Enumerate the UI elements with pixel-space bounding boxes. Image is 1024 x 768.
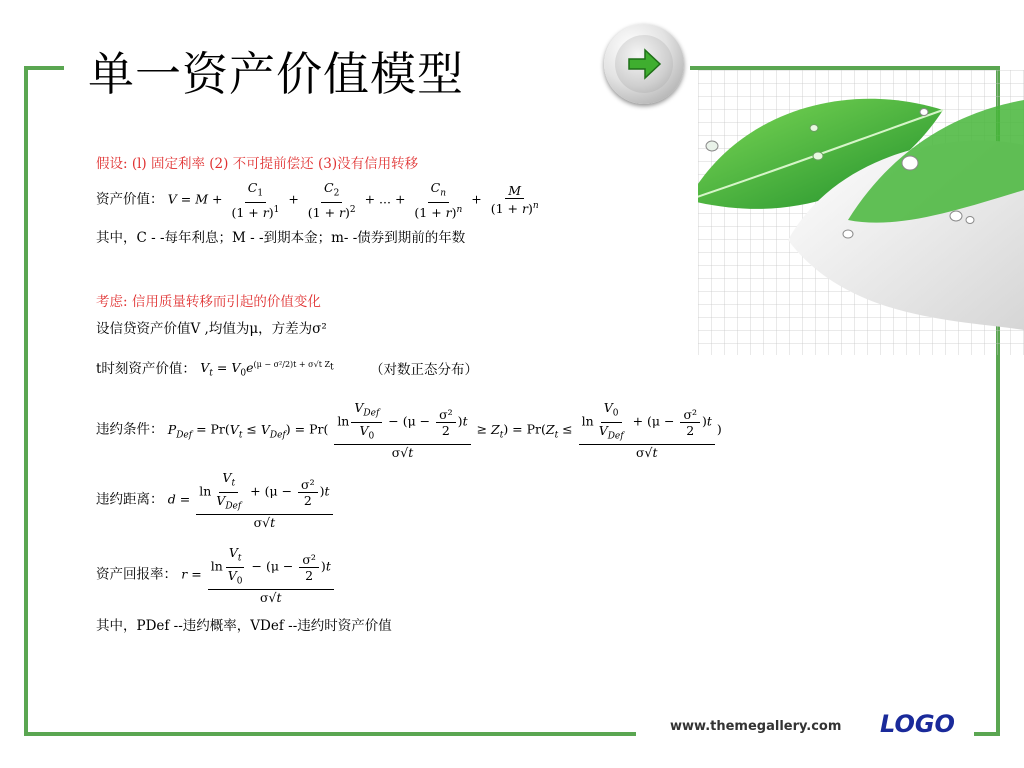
distance-to-default-formula: 违约距离： d = ln $\frac{V_t}{V_{Def}}$ + (μ − $\frac{\text{σ²}}{2}$ )t σ√t <box>96 470 335 530</box>
frame-left <box>24 66 28 736</box>
arrow-button-face <box>615 35 673 93</box>
asset-return-label: 资产回报率： <box>96 566 177 583</box>
distance-to-default-label: 违约距离： <box>96 491 164 508</box>
green-leaf-grid-graphic <box>698 70 1024 355</box>
setting-text: 设信贷资产价值V ,均值为μ，方差为σ² <box>96 321 327 337</box>
asset-value-label: 资产价值： <box>96 191 164 208</box>
right-arrow-icon <box>615 35 673 93</box>
footer-url-link[interactable]: www.themegallery.com <box>670 719 842 734</box>
time-value-formula: t时刻资产价值： $V_t = V_0e^{(\mu - \sigma^2/2)t + \sigma√t Z_t}$ <box>96 360 334 379</box>
default-condition-label: 违约条件： <box>96 421 164 438</box>
frame-bottom-left <box>24 732 636 736</box>
frame-top-left <box>24 66 64 70</box>
asset-return-formula: 资产回报率： r = ln $\frac{V_t}{V_0}$ − (μ − $\frac{\text{σ²}}{2}$ )t σ√t <box>96 545 336 605</box>
next-slide-button[interactable] <box>604 24 684 104</box>
section2-where-text: 其中，PDef --违约概率，VDef --违约时资产价值 <box>96 618 392 634</box>
frame-bottom-right <box>974 732 1000 736</box>
time-value-label: t时刻资产价值： <box>96 360 196 377</box>
lognormal-note: （对数正态分布） <box>370 362 478 378</box>
default-condition-formula: 违约条件： $P_{Def} = Pr(V_t \le V_{Def}) = Pr$( ln $\frac{V_{Def}}{V_0}$ − (μ − $\frac{\text{σ²}}{2}$ )t σ√t ≥ $Z_t) = Pr(Z_t$ ≤ ln $\frac{V_0}{V_{Def}}$ + (μ − $\frac{\text{σ²}}{2}$ )t σ√t ) <box>96 400 722 460</box>
assumption-text: 假设: (l) 固定利率 (2) 不可提前偿还 (3)没有信用转移 <box>96 156 419 172</box>
asset-value-formula: 资产价值： V = M + $\frac{C_1}{(1 + r)^1}$ + $\frac{C_2}{(1 + r)^2}$ + ... + $\frac{C_n}{(1 + r)^n}$ + $\frac{M}{(1 + r)^n}$ <box>96 180 539 220</box>
footer-logo: LOGO <box>880 710 955 738</box>
section1-where-text: 其中，C - -每年利息；M - -到期本金；m- -债券到期前的年数 <box>96 230 466 246</box>
consider-text: 考虑: 信用质量转移而引起的价值变化 <box>96 294 321 310</box>
page-title: 单一资产价值模型 <box>88 47 464 101</box>
